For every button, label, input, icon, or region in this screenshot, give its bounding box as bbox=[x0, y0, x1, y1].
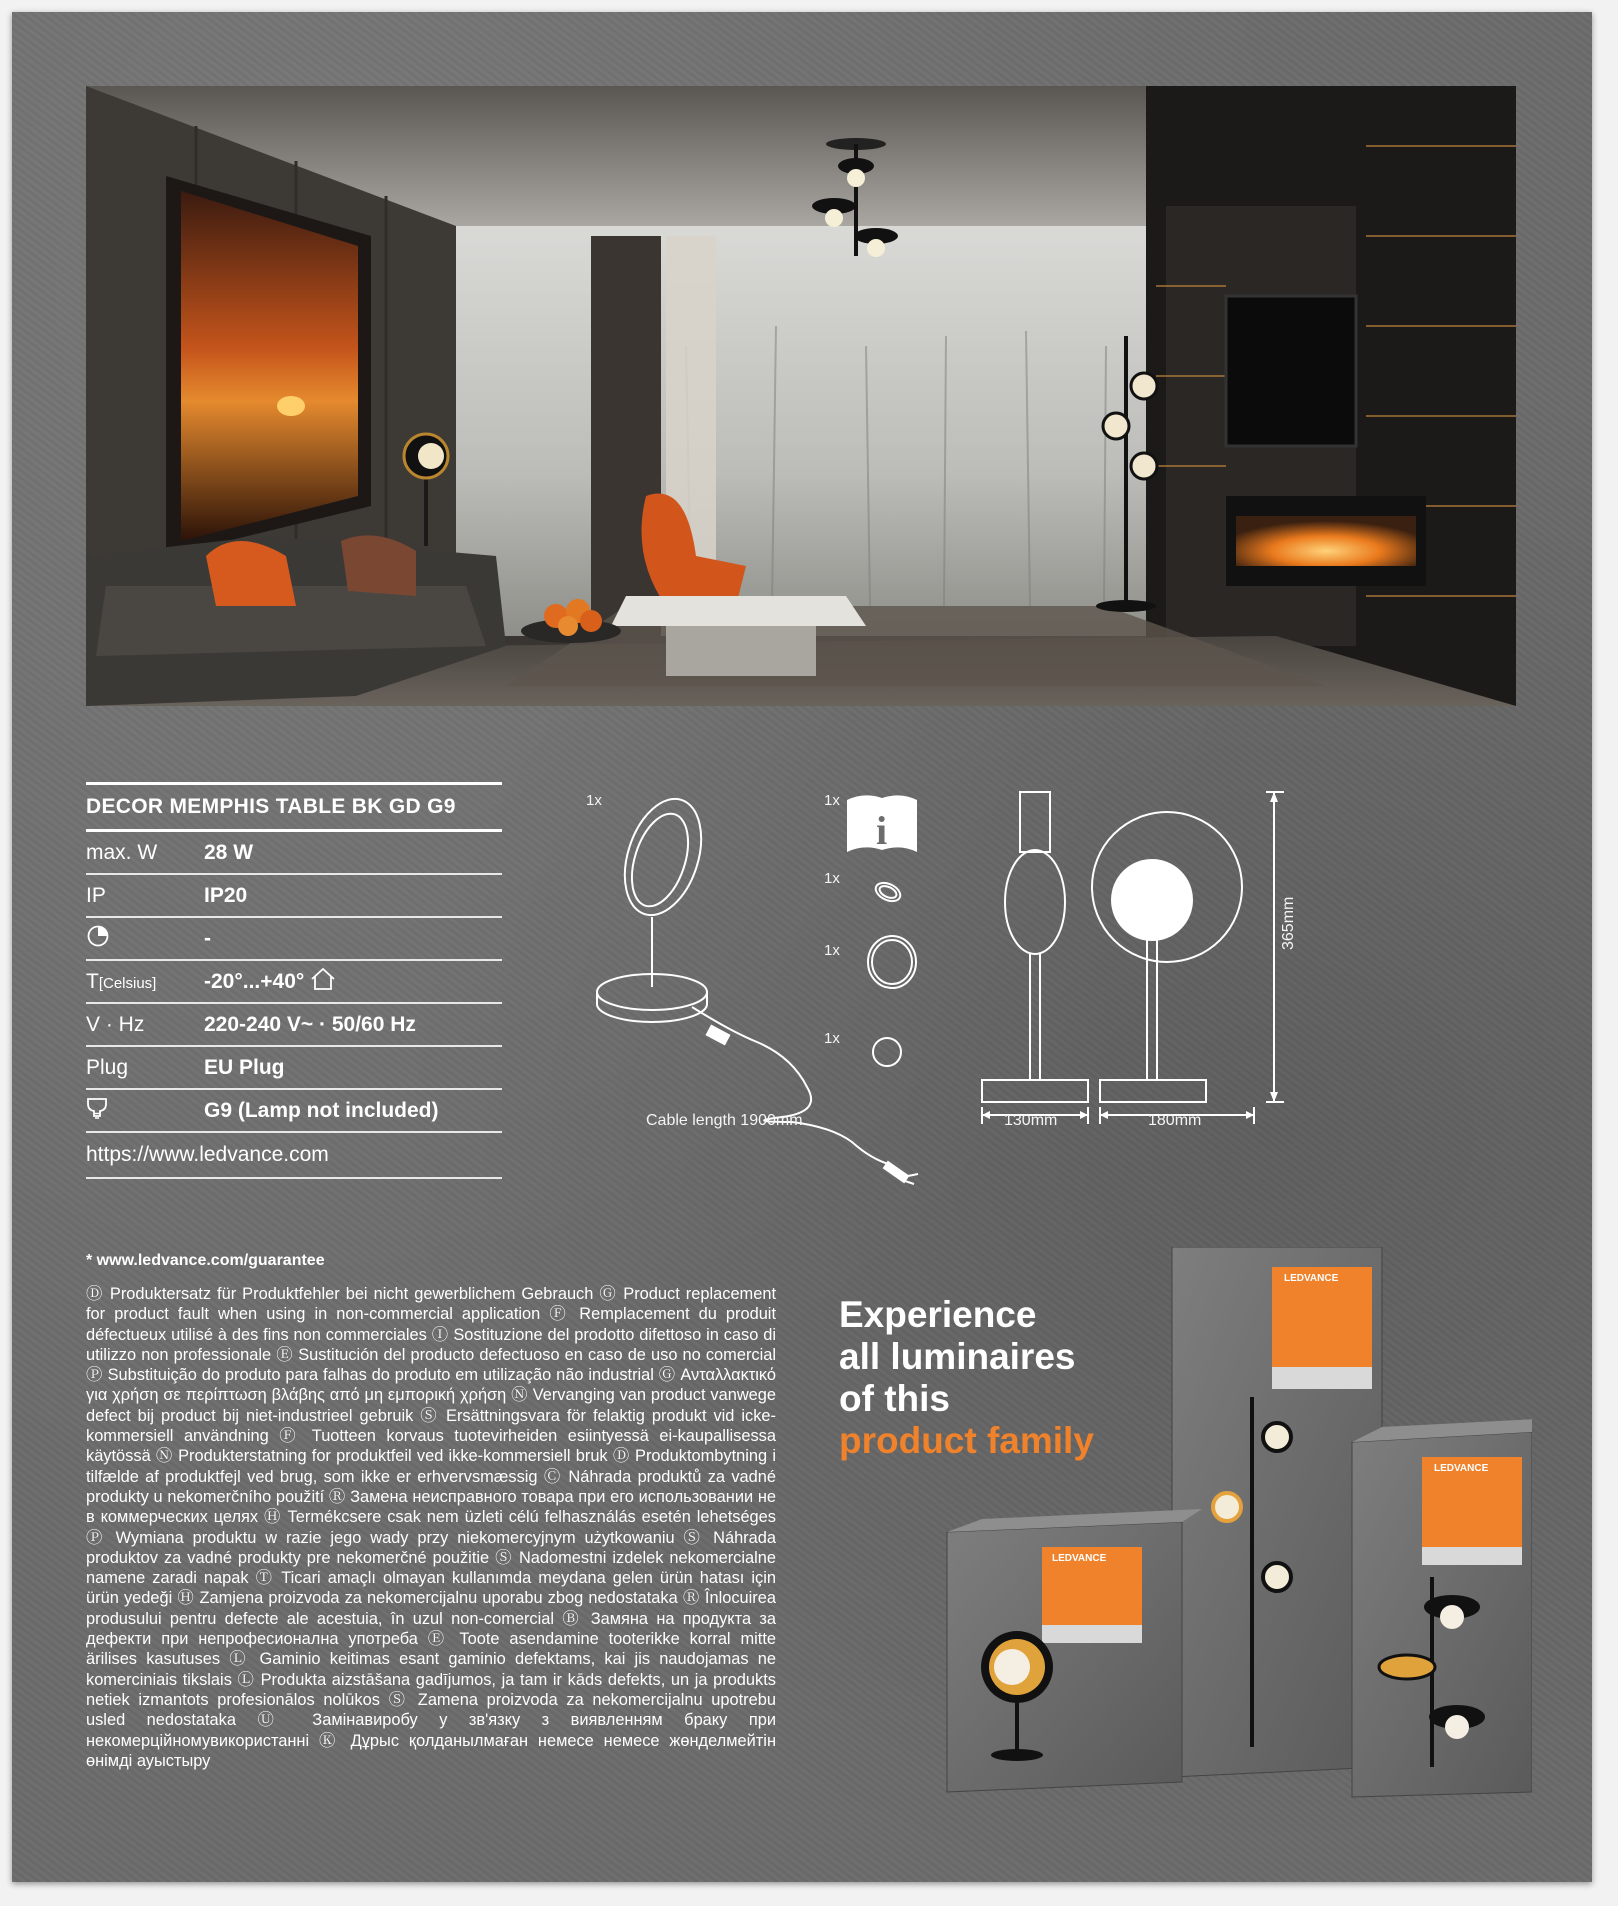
spec-key-sub: [Celsius] bbox=[98, 974, 157, 992]
living-room-illustration bbox=[86, 86, 1516, 706]
spec-row-voltage bbox=[86, 1004, 502, 1047]
spec-table bbox=[86, 782, 502, 1179]
qty-globe: 1x bbox=[824, 1030, 840, 1047]
spec-value: 220-240 V~ · 50/60 Hz bbox=[204, 1012, 416, 1036]
qty-ring-small: 1x bbox=[824, 870, 840, 887]
brand-logo-right: LEDVANCE bbox=[1434, 1463, 1489, 1474]
spec-key: IP bbox=[86, 883, 106, 907]
guarantee-heading: * www.ledvance.com/guarantee bbox=[86, 1252, 325, 1269]
guarantee-section bbox=[86, 1252, 776, 1771]
cable-length-label: Cable length 1900mm bbox=[646, 1112, 803, 1129]
qty-manual: 1x bbox=[824, 792, 840, 809]
spec-row-ip bbox=[86, 875, 502, 918]
product-title: DECOR MEMPHIS TABLE BK GD G9 bbox=[86, 782, 502, 832]
qty-lamp: 1x bbox=[586, 792, 602, 809]
lamp-base-icon bbox=[86, 1096, 204, 1126]
lifetime-icon bbox=[86, 924, 204, 954]
promo-line-3: of this bbox=[839, 1378, 950, 1419]
promo-line-1: Experience bbox=[839, 1294, 1037, 1335]
spec-key: V · Hz bbox=[86, 1012, 145, 1036]
spec-key: max. W bbox=[86, 840, 158, 864]
drawing-canvas bbox=[572, 782, 1332, 1202]
width-front-label: 180mm bbox=[1148, 1112, 1202, 1129]
promo-line-2: all luminaires bbox=[839, 1336, 1076, 1377]
spec-key-main: T bbox=[86, 969, 99, 993]
width-side-label: 130mm bbox=[1004, 1112, 1058, 1129]
catalog-page bbox=[12, 12, 1592, 1882]
spec-row-max-watt bbox=[86, 832, 502, 875]
promo-line-4: product family bbox=[839, 1420, 1094, 1461]
spec-value: G9 (Lamp not included) bbox=[204, 1098, 439, 1122]
spec-value: -20°...+40° bbox=[204, 969, 305, 993]
website-link[interactable]: https://www.ledvance.com bbox=[86, 1133, 502, 1179]
brand-logo-tall: LEDVANCE bbox=[1284, 1273, 1339, 1284]
spec-key-temperature bbox=[86, 970, 204, 994]
technical-drawings bbox=[572, 782, 1332, 1202]
spec-row-lifetime bbox=[86, 918, 502, 961]
brand-logo-left: LEDVANCE bbox=[1052, 1553, 1107, 1564]
guarantee-text: Ⓓ Produktersatz für Produktfehler bei nicht gewerblichem Gebrauch Ⓖ Product replacement for product fault when using in non-commercial application Ⓕ Remplacement du produit défectueux utilisé à des fins non commerciales Ⓘ Sostituzione del prodotto difettoso in caso di utilizzo non professionale Ⓔ Sustitución del producto defectuoso en caso de uso no comercial Ⓟ Substituição do produto para falhas do produto em utilização não industrial Ⓖ Ανταλλακτικό για χρήση σε περίπτωση βλάβης από μη εμπορική χρήση Ⓝ Vervanging van product vanwege defect bij product bij niet-industrieel gebruik Ⓢ Ersättningsvara för felaktig produkt vid icke-kommersiell användning Ⓕ Tuotteen korvaus tuotevirheiden esiintyessä ei-kaupallisessa käytössä Ⓝ Produkterstatning for produktfeil ved ikke-kommersiell bruk Ⓓ Produktombytning i tilfælde af produktfejl ved brug, som ikke er erhvervsmæssig Ⓒ Náhrada produktů za vadné produkty u nekomerčního použití Ⓡ Замена неисправного товара при его использовании не в коммерческих целях Ⓗ Termékcsere csak nem üzleti célú felhasználás esetén lehetséges Ⓟ Wymiana produktu w razie jego wady przy niekomercyjnym użytkowaniu Ⓢ Náhrada produktov za vadné produkty pre nekomerčné použitie Ⓢ Nadomestni izdelek nekomercialne namene zaradi napak Ⓣ Ticari amaçlı olmayan kullanımda meydana gelen ürün hatası için ürün yedeği Ⓗ Zamjena proizvoda za nekomercijalnu uporabu zbog nedostataka Ⓡ Înlocuirea produsului pentru defecte ale acestuia, în uzul non-comercial Ⓑ Замяна на продукта за дефекти при непрофесионална употреба Ⓔ Toote asendamine tooterikke korral mitte ärilises kasutuses Ⓛ Gaminio keitimas esant gaminio defektams, kai jis naudojamas ne komerciniais tikslais Ⓛ Produkta aizstāšana gadījumos, ja tam ir kāds defekts, un ja produkts netiek izmantots profesionālos nolūkos Ⓢ Zamena proizvoda za nekomercijalnu upotrebu usled nedostataka Ⓤ Замінавиробу у зв'язку з виявленням браку при некомерційномувикористанні Ⓚ Дұрыс қолданылмаған немесе немесе жөнделмейтін өнімді ауыстыру bbox=[86, 1285, 776, 1770]
spec-key: Plug bbox=[86, 1055, 129, 1079]
spec-row-temperature bbox=[86, 961, 502, 1004]
spec-row-plug bbox=[86, 1047, 502, 1090]
product-boxes-illustration bbox=[912, 1247, 1532, 1807]
lamp-ring-drawing bbox=[611, 789, 715, 925]
product-boxes bbox=[912, 1247, 1532, 1807]
spec-value: 28 W bbox=[204, 840, 254, 864]
spec-row-lamp-base bbox=[86, 1090, 502, 1133]
spec-value: EU Plug bbox=[204, 1055, 285, 1079]
spec-value: IP20 bbox=[204, 883, 248, 907]
svg-text:i: i bbox=[876, 808, 888, 853]
spec-value: - bbox=[204, 926, 211, 950]
hero-photo bbox=[86, 86, 1516, 706]
qty-ring-large: 1x bbox=[824, 942, 840, 959]
height-label: 365mm bbox=[1280, 896, 1297, 950]
house-icon bbox=[310, 967, 336, 997]
